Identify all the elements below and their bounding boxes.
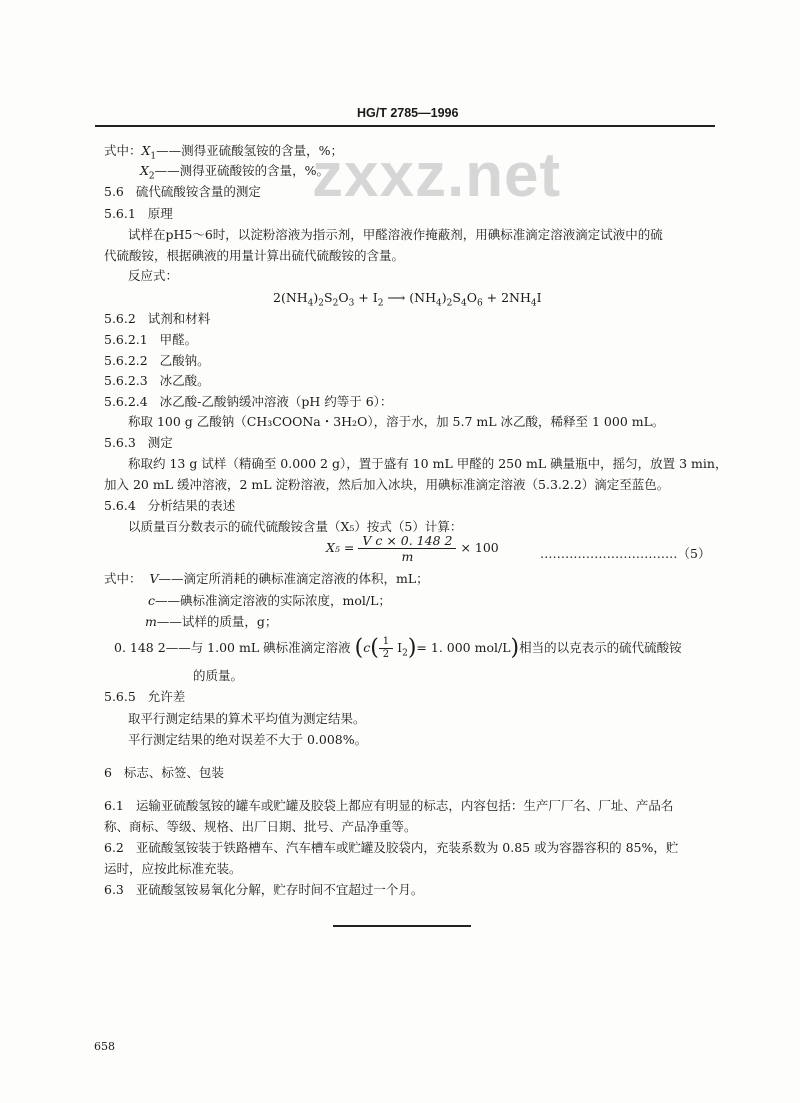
section-6-1-line-1: 6.1 运输亚硫酸氢铵的罐车或贮罐及胶袋上都应有明显的标志，内容包括：生产厂厂名、厂址、产品名 <box>104 798 674 813</box>
procedure-line-2: 加入 20 mL 缓冲溶液，2 mL 淀粉溶液，然后加入冰块，用碘标准滴定溶液（5.3.2.2）滴定至蓝色。 <box>104 477 670 492</box>
section-6-3-line-1: 6.3 亚硫酸氢铵易氧化分解，贮存时间不宜超过一个月。 <box>104 882 424 897</box>
section-5-6-5-heading: 5.6.5 允许差 <box>104 689 186 704</box>
formula-number: ……………………………（5） <box>540 546 711 561</box>
formula-intro: 以质量百分数表示的硫代硫酸铵含量（X₅）按式（5）计算： <box>128 519 463 534</box>
section-6-1-line-2: 称、商标、等级、规格、出厂日期、批号、产品净重等。 <box>104 819 417 834</box>
formula-5 <box>326 533 499 564</box>
reagent-item: 5.6.2.2 乙酸钠。 <box>104 353 210 368</box>
formula-numerator: V c × 0. 148 2 <box>358 533 456 549</box>
section-5-6-3-heading: 5.6.3 测定 <box>104 435 173 450</box>
section-5-6-1-heading: 5.6.1 原理 <box>104 206 173 221</box>
buffer-preparation: 称取 100 g 乙酸钠（CH₃COONa・3H₂O），溶于水，加 5.7 mL 冰乙酸，稀释至 1 000 mL。 <box>128 414 665 429</box>
reagent-item: 5.6.2.3 冰乙酸。 <box>104 373 210 388</box>
reaction-equation: $2(NH_4)_2S_2O_3 + I_2$ ⟶ $(NH_4)_2S_4O_6 + 2NH_4I$ <box>273 290 542 309</box>
where-m: m——试样的质量，g； <box>145 614 278 629</box>
section-5-6-2-heading: 5.6.2 试剂和材料 <box>104 311 211 326</box>
standard-code: HG/T 2785—1996 <box>357 106 459 120</box>
where-k: 0. 148 2——与 1.00 mL 碘标准滴定溶液 (c( $\frac{1}{2}$ $I_2)= 1$. 000 mol/L)相当的以克表示的硫代硫酸铵 <box>114 635 682 661</box>
formula-lhs: X₅ = <box>326 540 355 555</box>
section-6-2-line-2: 运时，应按此标准充装。 <box>104 861 242 876</box>
reaction-label: 反应式： <box>128 268 179 283</box>
formula-fraction <box>358 533 456 564</box>
header-rule <box>95 125 715 127</box>
section-6-2-line-1: 6.2 亚硫酸氢铵装于铁路槽车、汽车槽车或贮罐及胶袋内，充装系数为 0.85 或为容器容积的 85%，贮 <box>104 840 679 855</box>
reagent-item: 5.6.2.4 冰乙酸-乙酸钠缓冲溶液（pH 约等于 6）： <box>104 394 393 409</box>
formula-denominator: m <box>401 549 414 564</box>
section-5-6-4-heading: 5.6.4 分析结果的表述 <box>104 498 236 513</box>
principle-line-1: 试样在pH5～6时，以淀粉溶液为指示剂，甲醛溶液作掩蔽剂，用碘标准滴定溶液滴定试液中的硫 <box>128 227 663 242</box>
principle-line-2: 代硫酸铵，根据碘液的用量计算出硫代硫酸铵的含量。 <box>104 248 405 263</box>
where-block-1-line2: $X_2——$测得亚硫酸铵的含量，%。 <box>140 163 330 182</box>
section-5-6-heading: 5.6 硫代硫酸铵含量的测定 <box>104 184 261 199</box>
where-k-line2: 的质量。 <box>193 668 244 683</box>
end-rule <box>333 925 471 927</box>
reagent-item: 5.6.2.1 甲醛。 <box>104 332 198 347</box>
watermark: zxxz.net <box>312 141 562 210</box>
tolerance-line-1: 取平行测定结果的算术平均值为测定结果。 <box>128 711 366 726</box>
section-6-heading: 6 标志、标签、包装 <box>104 765 224 780</box>
where-v: 式中： V——滴定所消耗的碘标准滴定溶液的体积，mL； <box>104 571 429 586</box>
where-c: c——碘标准滴定溶液的实际浓度，mol/L； <box>148 593 391 608</box>
where-block-1-line1: 式中：$X_1——$测得亚硫酸氢铵的含量，%； <box>104 143 344 162</box>
formula-tail: × 100 <box>460 540 499 555</box>
page-number: 658 <box>94 1040 115 1053</box>
procedure-line-1: 称取约 13 g 试样（精确至 0.000 2 g），置于盛有 10 mL 甲醛的 250 mL 碘量瓶中，摇匀，放置 3 min， <box>128 456 728 471</box>
tolerance-line-2: 平行测定结果的绝对误差不大于 0.008%。 <box>128 732 368 747</box>
